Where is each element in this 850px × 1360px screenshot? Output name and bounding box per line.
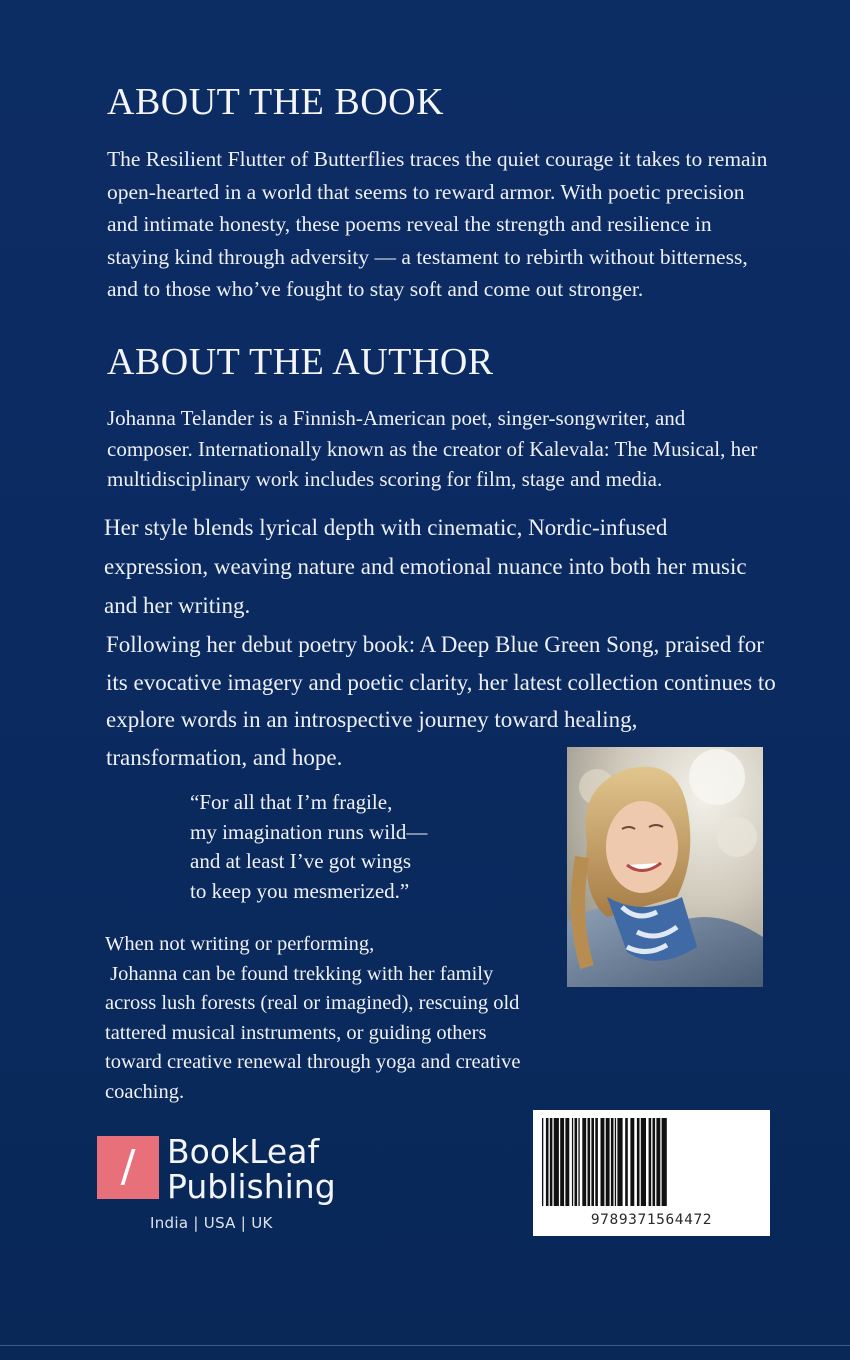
pursuits-line: toward creative renewal through yoga and creative <box>105 1051 521 1074</box>
barcode-bar <box>572 1118 573 1206</box>
pursuits-line: Johanna can be found trekking with her family <box>105 962 494 985</box>
author-portrait-illustration <box>567 747 763 987</box>
about-book-heading: ABOUT THE BOOK <box>107 81 445 123</box>
publisher-regions: India | USA | UK <box>150 1214 273 1232</box>
barcode-bar <box>595 1118 598 1206</box>
barcode-bar <box>542 1118 543 1206</box>
publisher-logo-mark <box>97 1136 159 1199</box>
bio-line: Following her debut poetry book: A Deep Blue Green Song, praised for <box>106 632 764 657</box>
author-bio-paragraph-1 <box>107 403 757 495</box>
pursuits-line: When not writing or performing, <box>105 933 375 955</box>
about-book-line: and intimate honesty, these poems reveal the strength and resilience in <box>107 212 712 236</box>
barcode-bar <box>591 1118 594 1206</box>
pursuits-line: tattered musical instruments, or guiding others <box>105 1021 487 1044</box>
bio-line: Her style blends lyrical depth with cinematic, Nordic-infused <box>104 515 668 540</box>
barcode-bar <box>653 1118 656 1206</box>
author-bio-paragraph-2 <box>104 508 747 625</box>
bio-line: expression, weaving nature and emotional nuance into both her music <box>104 554 747 579</box>
barcode-bar <box>560 1118 564 1206</box>
barcode-bar <box>588 1118 591 1206</box>
publisher-name-line-2: Publishing <box>167 1167 336 1206</box>
isbn-number: 9789371564472 <box>590 1212 713 1228</box>
barcode-bar <box>617 1118 622 1206</box>
barcode-bar <box>546 1118 549 1206</box>
bio-line: multidisciplinary work includes scoring for film, stage and media. <box>107 467 663 491</box>
barcode-bar <box>630 1118 634 1206</box>
barcode-bar <box>641 1118 646 1206</box>
author-photo <box>567 747 763 987</box>
author-pursuits-paragraph <box>105 930 521 1108</box>
isbn-barcode <box>533 1110 770 1236</box>
about-book-line: The Resilient Flutter of Butterflies traces the quiet courage it takes to remain <box>107 147 768 171</box>
bio-line: composer. Internationally known as the creator of Kalevala: The Musical, her <box>107 436 758 461</box>
publisher-name-line-1: BookLeaf <box>167 1132 320 1171</box>
bio-line: its evocative imagery and poetic clarity, her latest collection continues to <box>106 669 776 695</box>
quote-line: and at least I’ve got wings <box>190 849 412 873</box>
barcode-bar <box>649 1118 652 1206</box>
barcode-bar <box>606 1118 610 1206</box>
barcode-bar <box>575 1118 578 1206</box>
pursuits-line: coaching. <box>105 1080 185 1103</box>
bottom-divider <box>0 1345 850 1346</box>
barcode-bar <box>662 1118 667 1206</box>
barcode-bar <box>637 1118 640 1206</box>
barcode-bar <box>582 1118 586 1206</box>
quote-line: my imagination runs wild— <box>190 819 428 844</box>
quote-line: to keep you mesmerized.” <box>190 878 410 903</box>
about-book-line: open-hearted in a world that seems to reward armor. With poetic precision <box>107 179 745 204</box>
barcode-bar <box>615 1118 616 1206</box>
barcode-bar <box>656 1118 660 1206</box>
barcode-bar <box>611 1118 614 1206</box>
pursuits-line: across lush forests (real or imagined), rescuing old <box>105 992 520 1015</box>
about-book-line: and to those who’ve fought to stay soft and come out stronger. <box>107 277 644 301</box>
about-book-line: staying kind through adversity — a testament to rebirth without bitterness, <box>107 244 748 269</box>
bio-line: transformation, and hope. <box>106 744 343 770</box>
quote-line: “For all that I’m fragile, <box>190 790 393 814</box>
barcode-bar <box>578 1118 579 1206</box>
barcode-bar <box>625 1118 628 1206</box>
barcode-bars <box>533 1110 770 1210</box>
barcode-bar <box>550 1118 553 1206</box>
bio-line: Johanna Telander is a Finnish-American poet, singer-songwriter, and <box>107 406 686 430</box>
barcode-bar <box>601 1118 605 1206</box>
slash-glyph-icon: / <box>120 1141 136 1192</box>
bio-line: explore words in an introspective journey toward healing, <box>106 707 638 732</box>
bio-line: and her writing. <box>104 593 251 618</box>
about-book-text <box>107 143 767 306</box>
poem-quote <box>190 788 427 906</box>
about-author-heading: ABOUT THE AUTHOR <box>107 341 494 383</box>
barcode-bar <box>554 1118 559 1206</box>
barcode-bar <box>565 1118 569 1206</box>
